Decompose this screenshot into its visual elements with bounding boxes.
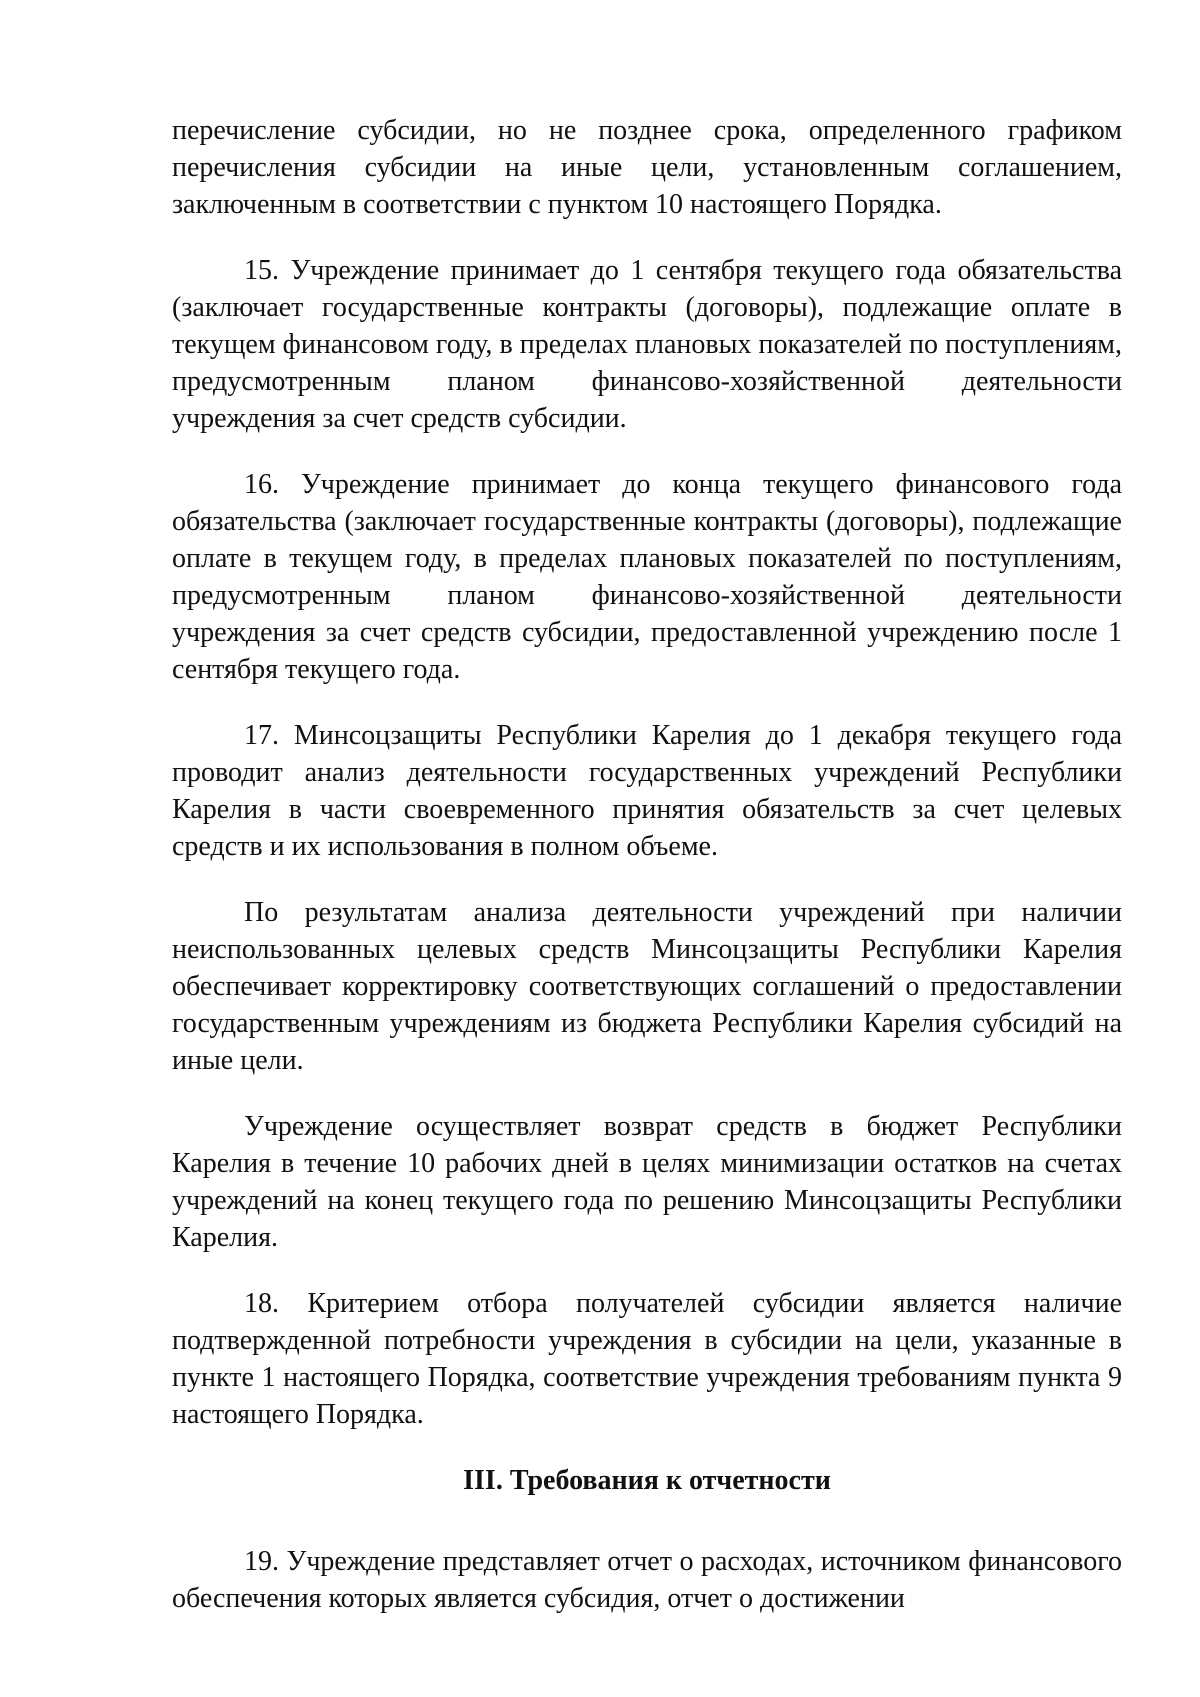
paragraph-continuation: перечисление субсидии, но не позднее срока, определенного графиком перечисления субсидии на иные цели, установленным соглашением, заключенным в соответствии с пунктом 10 настоящего Порядка. [172, 115, 1122, 220]
section-heading: III. Требования к отчетности [463, 1465, 831, 1496]
paragraph-16: 16. Учреждение принимает до конца текущего финансового года обязательства (заключает государственные контракты (договоры), подлежащие оплате в текущем году, в пределах плановых показателей по поступлениям, предусмотренным планом финансово-хозяйственной деятельности учреждения за счет средств субсидии, предоставленной учреждению после 1 сентября текущего года. [172, 469, 1122, 685]
paragraph-17: 17. Минсоцзащиты Республики Карелия до 1 декабря текущего года проводит анализ деятельности государственных учреждений Республики Карелия в части своевременного принятия обязательств за счет целевых средств и их использования в полном объеме. [172, 720, 1122, 862]
paragraph-15: 15. Учреждение принимает до 1 сентября текущего года обязательства (заключает государственные контракты (договоры), подлежащие оплате в текущем финансовом году, в пределах плановых показателей по поступлениям, предусмотренным планом финансово-хозяйственной деятельности учреждения за счет средств субсидии. [172, 255, 1122, 434]
paragraph-18: 18. Критерием отбора получателей субсидии является наличие подтвержденной потребности учреждения в субсидии на цели, указанные в пункте 1 настоящего Порядка, соответствие учреждения требованиям пункта 9 настоящего Порядка. [172, 1288, 1122, 1430]
paragraph-17-return: Учреждение осуществляет возврат средств в бюджет Республики Карелия в течение 10 рабочих дней в целях минимизации остатков на счетах учреждений на конец текущего года по решению Минсоцзащиты Республики Карелия. [172, 1111, 1122, 1253]
document-body [172, 112, 1122, 1646]
paragraph-19: 19. Учреждение представляет отчет о расходах, источником финансового обеспечения которых является субсидия, отчет о достижении [172, 1546, 1122, 1614]
paragraph-17-analysis: По результатам анализа деятельности учреждений при наличии неиспользованных целевых средств Минсоцзащиты Республики Карелия обеспечивает корректировку соответствующих соглашений о предоставлении государственным учреждениям из бюджета Республики Карелия субсидий на иные цели. [172, 897, 1122, 1076]
